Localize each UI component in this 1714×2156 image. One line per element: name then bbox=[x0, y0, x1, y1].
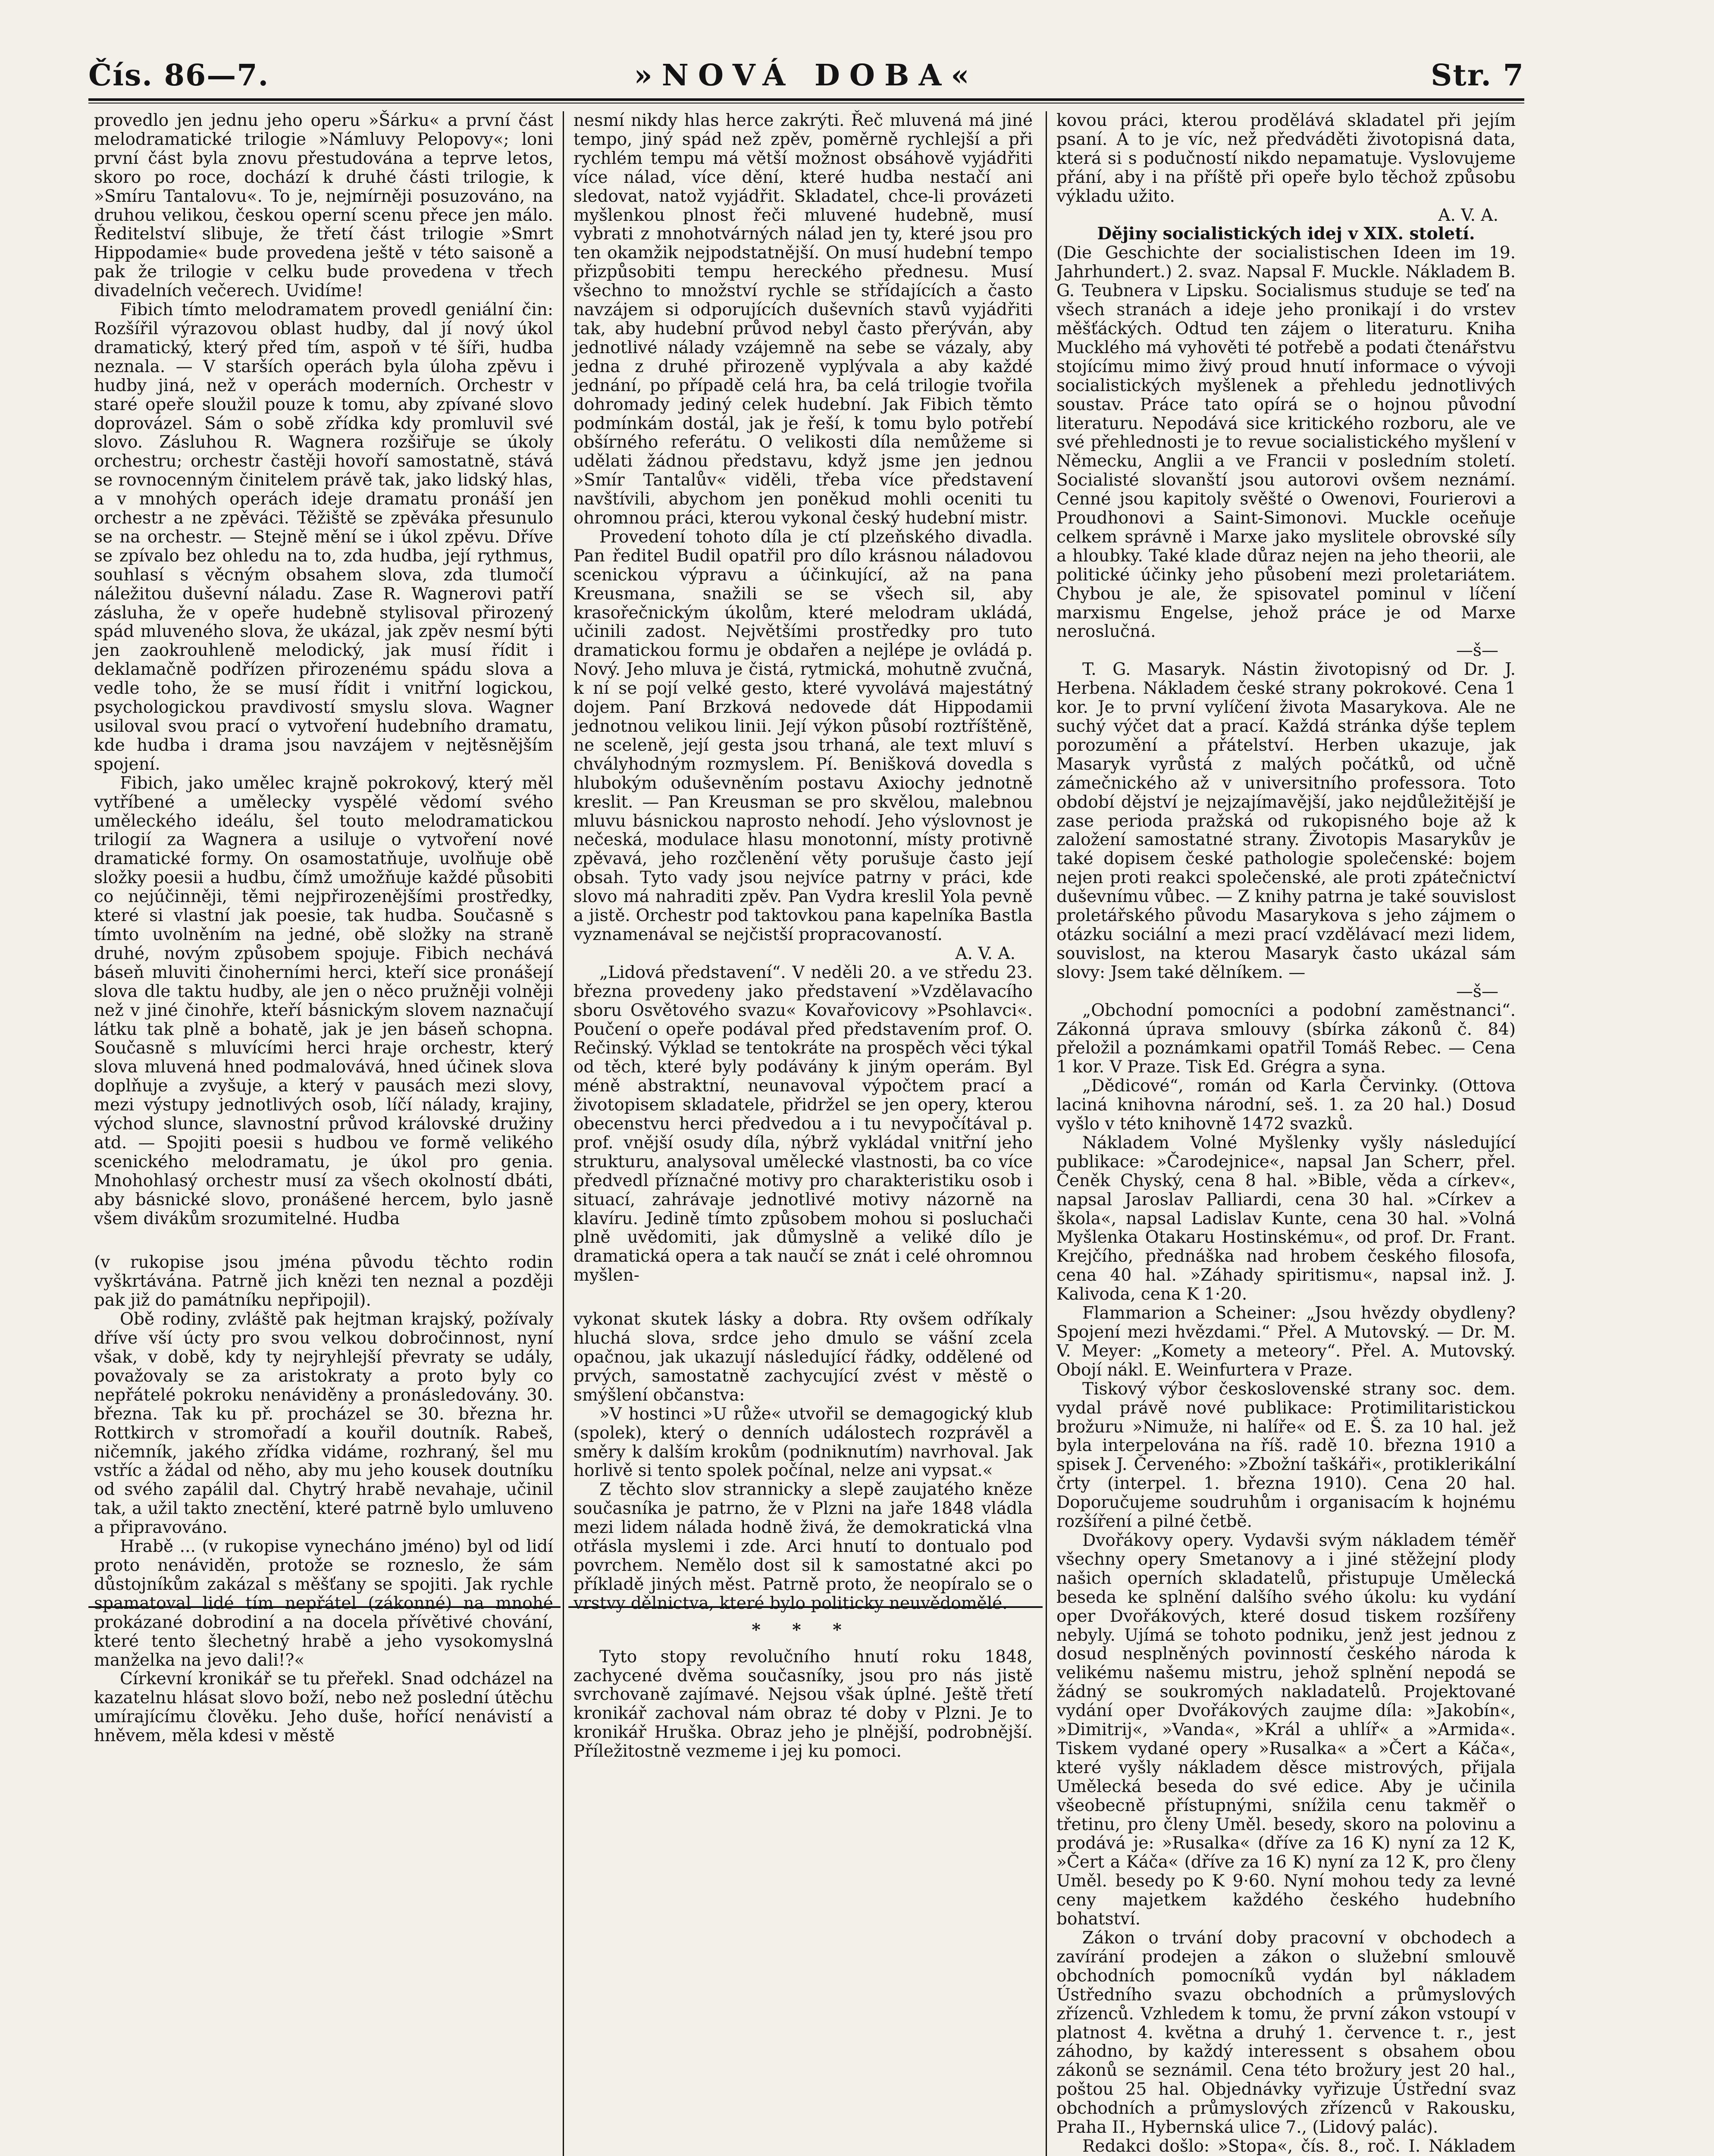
article-paragraph: Fibich tímto melodramatem provedl geniální čin: Rozšířil výrazovou oblast hudby, dal jí nový úkol dramatický, který před tím, aspoň v té šíři, hudba neznala. — V starších operách byla úloha zpěvu i hudby jiná, než v operách moderních. Orchestr v staré opeře sloužil pouze k tomu, aby zpívané slovo doprovázel. Sám o sobě zřídka kdy promluvil své slovo. Zásluhou R. Wagnera rozšiřuje se úkoly orchestru; orchestr častěji hovoří samostatně, stává se rovnocenným činitelem právě tak, jako lidský hlas, a v mnohých operách ideje dramatu pronáší jen orchestr a ne zpěváci. Těžiště se zpěváka přesunulo se na orchestr. — Stejně mění se i úkol zpěvu. Dříve se zpívalo bez ohledu na to, zda hudba, její rythmus, souhlasí s věcným obsahem slova, zda tlumočí náležitou duševní náladu. Zase R. Wagnerovi patří zásluha, že v opeře hudebně stylisoval přirozený spád mluveného slova, že ukázal, jak zpěv nesmí býti jen zaokrouhleně melodický, jak musí řídit i deklamačně podřízen přirozenému spádu slova a vedle toho, že se musí řídit i vnitřní logickou, psychologickou pravdivostí smyslu slova. Wagner usiloval svou prací o vytvoření hudebního dramatu, kde hudba i drama jsou navzájem v nejtěsnějším spojení. bbox=[94, 300, 553, 774]
chronicle-paragraph: Z těchto slov strannicky a slepě zaujatého kněze současníka je patrno, že v Plzni na jaře 1848 vládla mezi lidem nálada hodně živá, že demokratická vlna otřásla myslemi i zde. Arci hnutí to dontualo pod povrchem. Nemělo dost sil k samostatné akci po příkladě jiných měst. Patrně proto, že neopíralo se o vrstvy dělnictva, které bylo politicky neuvědomělé. bbox=[573, 1480, 1033, 1613]
issue-number: Čís. 86—7. bbox=[88, 58, 269, 93]
chronicle-paragraph: Církevní kronikář se tu přeřekl. Snad odcházel na kazatelnu hlásat slovo boží, nebo než poslední útěchu umírajícímu člověku. Jeho duše, hořící nenávistí a hněvem, měla kdesi v městě bbox=[94, 1669, 553, 1746]
article-paragraph: provedlo jen jednu jeho operu »Šárku« a první část melodramatické trilogie »Námluvy Pelopovy«; loni první část byla znovu přestudována a teprve letos, skoro po roce, dochází k druhé části trilogie, k »Smíru Tantalovu«. To je, nejmírněji posuzováno, na druhou velikou, českou operní scenu přece jen málo. Ředitelství slibuje, že třetí část trilogie »Smrt Hippodamie« bude provedena ještě v této saisoně a pak že trilogie v celku bude provedena v třech divadelních večerech. Uvidíme! bbox=[94, 111, 553, 301]
notice-paragraph: Tiskový výbor československé strany soc. dem. vydal právě nové publikace: Protimilitaristickou brožuru »Nimuže, ni halíře« od E. Š. za 10 hal. jež byla interpelována na říš. radě 10. března 1910 a spisek J. Červeného: »Zbožní taškáři«, protiklerikální črty (interpel. 1. března 1910). Cena 20 hal. Doporučujeme soudruhům i organisacím k hojnému rozšíření a pilné četbě. bbox=[1056, 1379, 1516, 1532]
reviewer-signature: —š— bbox=[1456, 641, 1498, 661]
chronicle-paragraph: (v rukopise jsou jména původu těchto rodin vyškrtávána. Patrně jich knězi ten neznal a později pak již do památníku nepřipojil). bbox=[94, 1253, 553, 1310]
notice-paragraph: „Dědicové“, román od Karla Červinky. (Ottova laciná knihovna národní, seš. 1. za 20 hal.) Dosud vyšlo v této knihovně 1472 svazků. bbox=[1056, 1076, 1516, 1134]
author-signature: A. V. A. bbox=[955, 943, 1015, 963]
notice-paragraph: Flammarion a Scheiner: „Jsou hvězdy obydleny? Spojení mezi hvězdami.“ Přel. A Mutovský. — Dr. M. V. Meyer: „Komety a meteory“. Přel. A. Mutovský. Obojí nákl. E. Weinfurtera v Praze. bbox=[1056, 1304, 1516, 1380]
notice-paragraph: Dvořákovy opery. Vydavši svým nákladem téměř všechny opery Smetanovy a i jiné stěžejní plody našich operních skladatelů, přistupuje Umělecká beseda ke splnění dalšího svého úkolu: ku vydání oper Dvořákových, které dosud tiskem rozšířeny nebyly. Ujímá se tohoto podniku, jenž jest jednou z dosud nesplněných povinností českého národa k velikému našemu mistru, jehož splnění nepodá se žádný se soukromých nakladatelů. Projektované vydání oper Dvořákových zaujme díla: »Jakobín«, »Dimitrij«, »Vanda«, »Král a uhlíř« a »Armida«. Tiskem vydané opery »Rusalka« a »Čert a Káča«, které vyšly nákladem děsce mistrových, přijala Umělecká beseda do své edice. Aby je učinila všeobecně přístupnými, snížila cenu takměř o třetinu, pro členy Uměl. besedy, skoro na polovinu a prodává je: »Rusalka« (dříve za 16 K) nyní za 12 K, »Čert a Káča« (dříve za 16 K) nyní za 12 K, pro členy Uměl. besedy po K 9·60. Nyní mohou tedy za levné ceny majetkem každého českého hudebního bohatství. bbox=[1056, 1530, 1516, 1929]
chronicle-paragraph: Obě rodiny, zvláště pak hejtman krajský, požívaly dříve vší úcty pro svou velkou dobročinnost, nyní však, v době, kdy ty nejryhlejší převraty se udály, považovaly se za aristokraty a proto byly co nepřátelé pokroku nenáviděny a pronásledovány. 30. března. Tak ku př. procházel se 30. března hr. Rottkirch v stromořadí a kouřil doutník. Rabeš, ničemník, jakého zřídka vidáme, rozhraný, šel mu vstříc a žádal od něho, aby mu jeho kousek doutníku od svého zapálil dal. Chytrý hrabě nevahaje, učinil tak, a užil takto znectění, které patrně bylo umluveno a připravováno. bbox=[94, 1310, 553, 1538]
page-number: Str. 7 bbox=[1431, 58, 1524, 93]
column-divider-2 bbox=[1046, 111, 1047, 2156]
chronicle-paragraph: vykonat skutek lásky a dobra. Rty ovšem odříkaly hluchá slova, srdce jeho dmulo se vášní zcela opačnou, jak ukazují následující řádky, oddělené od prvých, samostatně zachycující zvést v městě o smýšlení občanstva: bbox=[573, 1310, 1033, 1405]
chronicle-paragraph: Tyto stopy revolučního hnutí roku 1848, zachycené dvěma současníky, jsou pro nás jistě svrchovaně zajímavé. Nejsou však úplné. Ještě třetí kronikář zachoval nám obraz té doby v Plzni. Je to kronikář Hruška. Obraz jeho je plnější, podrobnější. Příležitostně vezmeme i jej ku pomoci. bbox=[573, 1647, 1033, 1761]
article-paragraph: „Lidová představení“. V neděli 20. a ve středu 23. března provedeny jako představení »Vzdělavacího sboru Osvětového svazu« Kovařovicovy »Psohlavci«. Poučení o opeře podával před představením prof. O. Rečinský. Výklad se tentokráte na prospěch věci týkal od těch, které byly podávány k jiným operám. Byl méně abstraktní, neunavoval výpočtem prací a životopisem skladatele, přidržel se jen opery, kterou obecenstvu herci předvedou a i tu nevypočítával p. prof. vnější osudy díla, nýbrž vykládal vnitřní jeho strukturu, analysoval umělecké vlastnosti, ba co více předvedl příznačné motivy pro charakteristiku osob i situací, zahrávaje jednotlivé motivy názorně na klavíru. Jedině tímto způsobem mohou si posluchači plně uvědomiti, jak důmyslně a veliké dílo je dramatická opera a tak naučí se znát i celé ohromnou myšlen- bbox=[573, 962, 1033, 1285]
chronicle-quote: »V hostinci »U růže« utvořil se demagogický klub (spolek), který o denních událostech rozprávěl a směry k dalším krokům (podniknutím) navrhoval. Jak horlivě si tento spolek počínal, nelze ani vypsat.« bbox=[573, 1404, 1033, 1481]
notice-paragraph: „Obchodní pomocníci a podobní zaměstnanci“. Zákonná úprava smlouvy (sbírka zákonů č. 84) přeložil a poznámkami opatřil Tomáš Rebec. — Cena 1 kor. V Praze. Tisk Ed. Grégra a syna. bbox=[1056, 1000, 1516, 1077]
notice-paragraph: Nákladem Volné Myšlenky vyšly následující publikace: »Čarodejnice«, napsal Jan Scherr, přel. Čeněk Chyský, cena 8 hal. »Bible, věda a církev«, napsal Jaroslav Palliardi, cena 30 hal. »Církev a škola«, napsal Ladislav Kunte, cena 30 hal. »Volná Myšlenka Otakaru Hostinskému«, od prof. Dr. Frant. Krejčího, přednáška nad hrobem českého filosofa, cena 40 hal. »Záhady spiritismu«, napsal inž. J. Kalivoda, cena K 1·20. bbox=[1056, 1133, 1516, 1304]
masthead-title: »NOVÁ DOBA« bbox=[634, 58, 979, 93]
article-paragraph: Fibich, jako umělec krajně pokrokový, který měl vytříbené a umělecky vyspělé vědomí svého uměleckého ideálu, šel touto melodramatickou trilogií za Wagnera a usiluje o vytvoření nové dramatické formy. On osamostatňuje, uvolňuje obě složky poesii a hudbu, čímž umožňuje každé působiti co nejúčinněji, těmi nejpřirozenějšími prostředky, které si vlastní jak poesie, tak hudba. Současně s tímto uvolněním na jedné, obě složky na straně druhé, novým způsobem spojuje. Fibich nechává báseň mluviti činoherními herci, kteří sice pronášejí slova dle taktu hudby, ale jen o něco pružněji volněji než v jiné činohře, kteří básnickým slovem naznačují látku tak plně a bohatě, jak je jen báseň schopna. Současně s mluvícími herci hraje orchestr, který slova mluvená hned podmalovává, hned účinek slova doplňuje a zvyšuje, a který v pausách mezi slovy, mezi výstupy jednotlivých osob, líčí nálady, krajiny, východ slunce, slavnostní průvod královské družiny atd. — Spojiti poesii s hudbou ve formě velikého scenického melodramatu, je úkol pro genia. Mnohohlasý orchestr musí za všech okolností dbáti, aby básnické slovo, pronášené hercem, bylo jasně všem divákům srozumitelné. Hudba bbox=[94, 773, 553, 1228]
review-paragraph: (Die Geschichte der socialistischen Ideen im 19. Jahrhundert.) 2. svaz. Napsal F. Muckle. Nákladem B. G. Teubnera v Lipsku. Socialismus studuje se teď na všech stranách a ideje jeho pronikají i do vrstev měšťáckých. Odtud ten zájem o literaturu. Kniha Mucklého má vyhověti té potřebě a podati čtenářstvu stojícímu mimo živý proud hnutí informace o vývoji socialistických myšlenek a přehledu jednotlivých soustav. Práce tato opírá se o hojnou původní literaturu. Nepodává sice kritického rozboru, ale ve své přehlednosti je to revue socialistického myšlení v Německu, Anglii a ve Francii v posledním století. Socialisté slovanští jsou autorovi ovšem neznámí. Cenné jsou kapitoly svěšté o Owenovi, Fourierovi a Proudhonovi a Saint-Simonovi. Muckle oceňuje celkem správně i Marxe jako myslitele obrovské síly a hloubky. Také klade důraz nejen na jeho theorii, ale politické účinky jeho působení mezi proletariátem. Chybou je ale, že spisovatel pominul v líčení marxismu Engelse, jehož práce je od Marxe neroslučná. bbox=[1056, 243, 1516, 642]
article-paragraph: kovou práci, kterou prodělává skladatel při jejím psaní. A to je víc, než předváděti životopisná data, která si s podučností nikdo nepamatuje. Vyslovujeme přání, aby i na příště při opeře bylo těchož způsobu výkladu užito. bbox=[1056, 111, 1516, 206]
column-divider-1 bbox=[563, 111, 564, 2156]
column-3 bbox=[1056, 111, 1516, 2156]
notice-paragraph: Redakci došlo: »Stopa«, čís. 8., roč. I. Nákladem bbox=[1082, 2136, 1516, 2156]
page-header bbox=[88, 50, 1524, 97]
article-paragraph: Provedení tohoto díla je ctí plzeňského divadla. Pan ředitel Budil opatřil pro dílo krásnou náladovou scenickou výpravu a účinkující, až na pana Kreusmana, snažili se se všech sil, aby krasořečnickým úkolům, které melodram ukládá, učinili zadost. Největšími prostředky pro tuto dramatickou formu je obdařen a nejlépe je ovládá p. Nový. Jeho mluva je čistá, rytmická, mohutně zvučná, k ní se pojí velké gesto, které vyvolává majestátný dojem. Paní Brzková nedovede dát Hippodamii jednotnou velikou linii. Její výkon působí roztříštěně, ne sceleně, její gesta jsou trhaná, ale text mluví s chvályhodným rozmyslem. Pí. Benišková dovedla s hlubokým oduševněním postavu Axiochy jednotně kreslit. — Pan Kreusman se pro skvělou, malebnou mluvu básnickou naprosto nehodí. Jeho výslovnost je nečeská, modulace hlasu monotonní, místy protivně zpěvavá, jeho rozčlenění věty porušuje často její obsah. Tyto vady jsou nejvíce patrny v práci, kde slovo má nahraditi zpěv. Pan Vydra kreslil Yola pevně a jistě. Orchestr pod taktovkou pana kapelníka Bastla vyznamenával se nejčistší propracovaností. bbox=[573, 527, 1033, 944]
notice-paragraph: Zákon o trvání doby pracovní v obchodech a zavírání prodejen a zákon o služební smlouvě obchodních pomocníků vydán byl nákladem Ústředního svazu obchodních a průmyslových zřízenců. Vzhledem k tomu, že první zákon vstoupí v platnost 4. května a druhý 1. července t. r., jest záhodno, by každý interessent s obsahem obou zákonů se seznámil. Cena této brožury jest 20 hal., poštou 25 hal. Objednávky vyřizuje Ústřední svaz obchodních a průmyslových zřízenců v Rakousku, Praha II., Hybernská ulice 7., (Lidový palác). bbox=[1056, 1928, 1516, 2137]
section-stars: * * * bbox=[752, 1620, 855, 1640]
review-title: Dějiny socialistických idej v XIX. století. bbox=[1097, 224, 1475, 244]
reviewer-signature: —š— bbox=[1456, 981, 1498, 1001]
author-signature: A. V. A. bbox=[1438, 205, 1498, 225]
chronicle-paragraph: Hrabě ... (v rukopise vynecháno jméno) byl od lidí proto nenáviděn, protože se rozneslo, že sám důstojníkům zakázal s měšťany se spojiti. Jak rychle spamatoval lidé tím nepřátel (zákonné) na mnohé prokázané dobrodiní a na docela přívětivé chování, které tento šlechetný hrabě a jeho vysokomyslná manželka na jevo dali!?« bbox=[94, 1537, 553, 1670]
article-paragraph: nesmí nikdy hlas herce zakrýti. Řeč mluvená má jiné tempo, jiný spád než zpěv, poměrně rychlejší a při rychlém tempu má větší možnost obsáhově vyjádřiti více nálad, více dění, které hudba nestačí ani sledovat, natož vyjádřit. Skladatel, chce-li provázeti myšlenkou plnost řeči mluvené hudebně, musí vybrati z mnohotvárných nálad jen ty, které jsou pro ten okamžik nejpodstatnější. On musí hudební tempo přizpůsobiti tempu hereckého přednesu. Musí všechno to množství rychle se střídajících a často navzájem si odporujících duševních stavů vyjádřiti tak, aby hudební průvod nebyl často přerýván, aby jednotlivé nálady vzájemně na sebe se vázaly, aby jedna z druhé přirozeně vyplývala a aby každé jednání, po případě celá hra, ba celá trilogie tvořila dohromady jediný celek hudební. Jak Fibich těmto podmínkám dostál, jak je řeší, k tomu bylo potřebí obšírného referátu. O velikosti díla nemůžeme si udělati žádnou představu, když jsme jen jednou »Smír Tantalův« viděli, třeba více představení navštívili, abychom jen poněkud mohli oceniti tu ohromnou práci, kterou vykonal český hudební mistr. bbox=[573, 111, 1033, 528]
header-rule bbox=[88, 98, 1524, 103]
column-2 bbox=[573, 111, 1033, 1761]
review-paragraph: T. G. Masaryk. Nástin životopisný od Dr. J. Herbena. Nákladem české strany pokrokové. Cena 1 kor. Je to první vylíčení života Masarykova. Ale ne suchý výčet dat a prací. Každá stránka dýše teplem porozumění a přátelství. Herben ukazuje, jak Masaryk vyrůstá z malých počátků, od učně zámečnického až v universitního professora. Toto období dějství je nejzajímavější, jako nejdůležitější je zase perioda pražská od rukopisného boje až k založení samostatné strany. Životopis Masarykův je také dopisem české pathologie společenské: bojem nejen proti reakci společenské, ale proti zpátečnictví duševnímu vůbec. — Z knihy patrna je také souvislost proletářského původu Masarykova s jeho zájmem o otázku sociální a mezi prací vzdělávací mezi lidem, souvislost, na kterou Masaryk často ukázal sám slovy: Jsem také dělníkem. — bbox=[1056, 660, 1516, 982]
column-1 bbox=[94, 111, 553, 1745]
